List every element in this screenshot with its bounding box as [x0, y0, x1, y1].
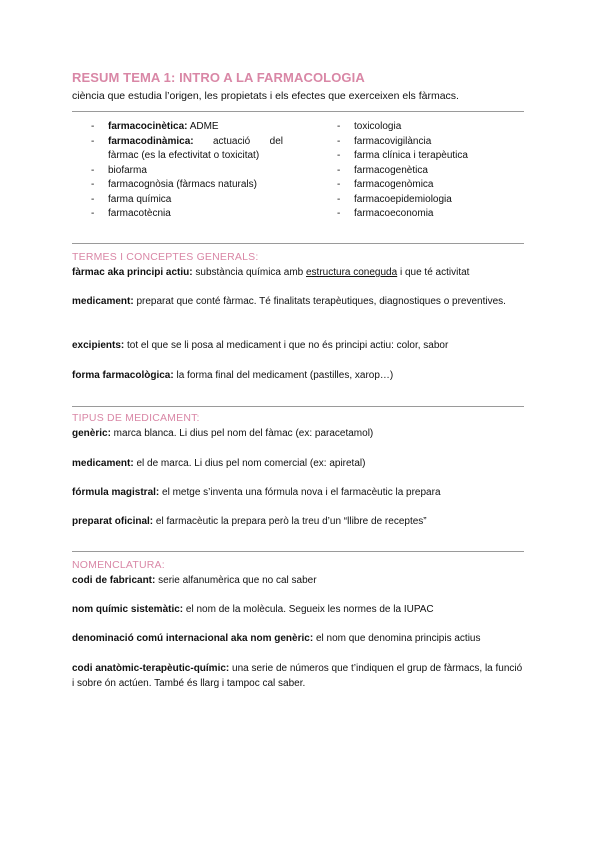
list-item: - farmacoeconomia — [337, 208, 434, 219]
list-item: - farmacodinàmica: actuació del fàrmac (es la efectivitat o toxicitat) — [91, 135, 283, 161]
section-heading-general-terms: TERMES I CONCEPTES GENERALS: — [72, 251, 259, 263]
definition-item: medicament: el de marca. Li dius pel nom comercial (ex: apiretal) — [72, 458, 366, 469]
page-title: RESUM TEMA 1: INTRO A LA FARMACOLOGIA — [72, 70, 365, 85]
list-item: - farmacogenètica — [337, 164, 428, 176]
definition-item: genèric: marca blanca. Li dius pel nom del fàmac (ex: paracetamol) — [72, 428, 374, 439]
definition-item: fàrmac aka principi actiu: substància química amb estructura coneguda i que té activitat — [72, 267, 470, 278]
definition-item: denominació comú internacional aka nom genèric: el nom que denomina principis actius — [72, 633, 481, 644]
list-item: - biofarma — [91, 164, 147, 176]
list-item: - farmacogenòmica — [337, 179, 434, 190]
section-heading-medicine-types: TIPUS DE MEDICAMENT: — [72, 412, 200, 424]
list-item: - farmacoepidemiologia — [337, 193, 452, 205]
bullet-list-right — [337, 120, 527, 222]
list-item: - farmacotècnia — [91, 208, 171, 219]
definition-item: codi de fabricant: serie alfanumèrica que no cal saber — [72, 575, 317, 586]
list-item: - farmacognòsia (fàrmacs naturals) — [91, 179, 257, 190]
definition-item: nom químic sistemàtic: el nom de la molècula. Segueix les normes de la IUPAC — [72, 604, 434, 615]
definition-item: forma farmacològica: la forma final del medicament (pastilles, xarop…) — [72, 370, 394, 381]
divider — [72, 406, 524, 407]
list-item: - farmacovigilància — [337, 135, 432, 147]
list-item: - toxicologia — [337, 121, 402, 132]
definition-item: codi anatòmic-terapèutic-químic: una serie de números que t’indiquen el grup de fàrmacs, la funció i sobre ón actúen. També és llarg i tampoc cal saber. — [72, 663, 523, 689]
definition-item: excipients: tot el que se li posa al medicament i que no és principi actiu: color, sabor — [72, 340, 449, 351]
definition-item: medicament: preparat que conté fàrmac. Té finalitats terapèutiques, diagnostiques o preventives. — [72, 296, 506, 307]
bullet-list-left — [91, 120, 283, 222]
divider — [72, 111, 524, 112]
definition-item: fórmula magistral: el metge s’inventa una fórmula nova i el farmacèutic la prepara — [72, 487, 441, 498]
section-heading-nomenclature: NOMENCLATURA: — [72, 559, 165, 571]
list-item: - farma química — [91, 193, 172, 205]
divider — [72, 243, 524, 244]
divider — [72, 551, 524, 552]
definition-item: preparat oficinal: el farmacèutic la prepara però la treu d’un “llibre de receptes” — [72, 516, 427, 527]
page-subtitle: ciència que estudia l’origen, les propietats i els efectes que exerceixen els fàrmacs. — [72, 90, 459, 102]
list-item: - farmacocinètica: ADME — [91, 121, 219, 132]
list-item: - farma clínica i terapèutica — [337, 150, 468, 161]
